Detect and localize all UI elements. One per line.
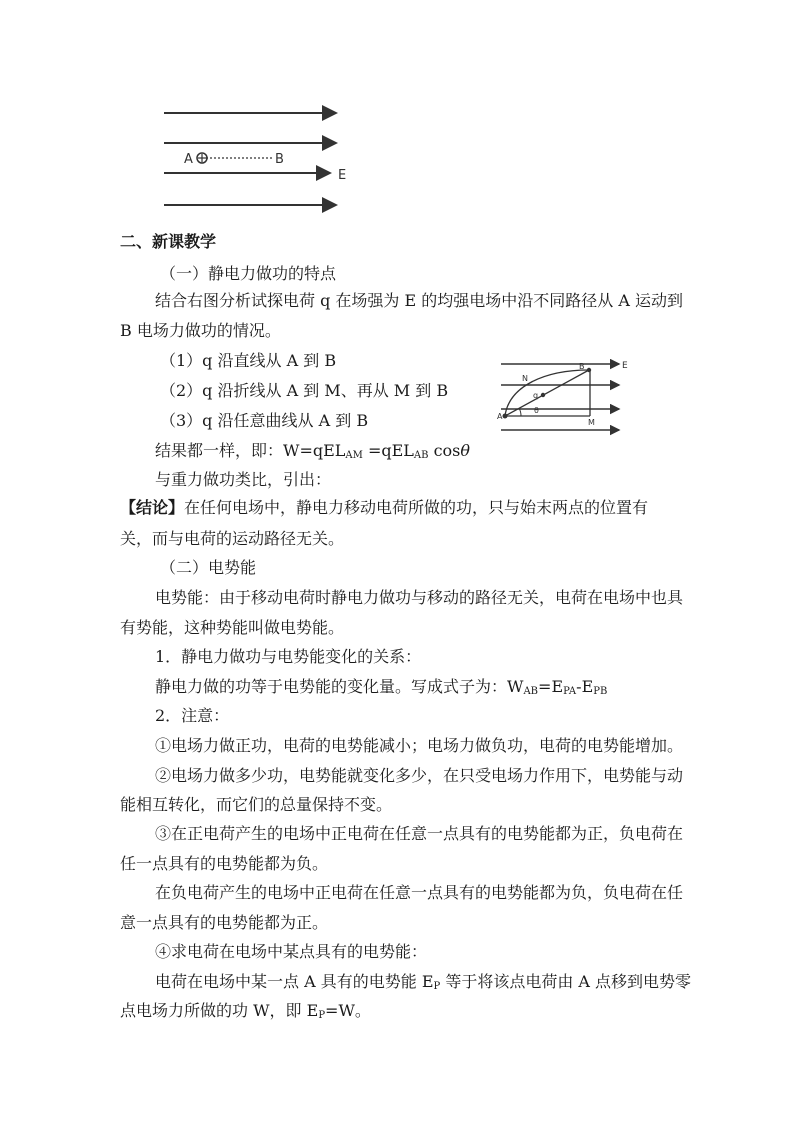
final-line-2	[120, 1000, 371, 1022]
subheading-work-features: （一）静电力做功的特点	[160, 264, 337, 283]
charge-q	[541, 393, 545, 397]
point-a	[503, 414, 508, 419]
label-a: A	[184, 152, 193, 167]
label-theta: θ	[534, 406, 539, 415]
intro-line-2: B 电场力做功的情况。	[120, 321, 281, 340]
note-4: ④求电荷在电场中某点具有的电势能：	[155, 942, 428, 961]
case-3: （3）q 沿任意曲线从 A 到 B	[160, 411, 369, 430]
result-equation	[155, 440, 470, 462]
path-work-figure	[495, 356, 640, 438]
label-m: M	[588, 418, 595, 427]
result-mid: =qEL	[362, 441, 414, 460]
result-prefix: 结果都一样，即：W=qEL	[155, 441, 346, 460]
note-3b-line-1: 在负电荷产生的电场中正电荷在任意一点具有的电势能都为负，负电荷在任	[155, 883, 684, 902]
note-1: ①电场力做正功，电荷的电势能减小；电场力做负功，电荷的电势能增加。	[155, 736, 684, 755]
sub-p2: P	[318, 1010, 326, 1021]
label-b: B	[275, 152, 284, 167]
note-3b-line-2: 意一点具有的电势能都为正。	[120, 913, 329, 932]
case-1: （1）q 沿直线从 A 到 B	[160, 351, 337, 370]
label-n: N	[522, 374, 528, 383]
note-3-line-1: ③在正电荷产生的电场中正电荷在任意一点具有的电势能都为正，负电荷在	[155, 824, 684, 843]
relation-equation	[155, 676, 607, 698]
label-e: E	[338, 168, 347, 183]
conclusion-tag: 【结论】	[120, 498, 185, 517]
final-1b: 等于将该点电荷由 A 点移到电势零	[440, 972, 692, 991]
relation-minus: -E	[576, 677, 594, 696]
sub-pb: PB	[593, 686, 608, 697]
conclusion-text: 在任何电场中，静电力移动电荷所做的功，只与始末两点的位置有	[184, 498, 649, 517]
note-2-line-1: ②电场力做多少功，电势能就变化多少，在只受电场力作用下，电势能与动	[155, 766, 684, 785]
relation-eq: =E	[538, 677, 564, 696]
pe-definition-1: 电势能：由于移动电荷时静电力做功与移动的路径无关，电荷在电场中也具	[155, 588, 684, 607]
sub-p1: P	[433, 981, 441, 992]
note-3-line-2: 任一点具有的电势能都为负。	[120, 854, 329, 873]
subheading-potential-energy: （二）电势能	[160, 558, 257, 577]
sub-ab: AB	[413, 450, 429, 461]
final-1a: 电荷在电场中某一点 A 具有的电势能 E	[155, 972, 434, 991]
relation-text: 静电力做的功等于电势能的变化量。写成式子为：W	[155, 677, 524, 696]
label-b2: B	[579, 362, 585, 371]
pe-definition-2: 有势能，这种势能叫做电势能。	[120, 618, 345, 637]
point-b	[587, 368, 591, 372]
sub-am: AM	[345, 450, 363, 461]
label-e2: E	[622, 361, 628, 371]
result-cos: cos	[428, 441, 461, 460]
sub-pa: PA	[563, 686, 577, 697]
case-2: （2）q 沿折线从 A 到 M、再从 M 到 B	[160, 381, 449, 400]
label-q: q	[533, 391, 539, 400]
relation-title: 1．静电力做功与电势能变化的关系：	[155, 647, 422, 666]
note-2-line-2: 能相互转化，而它们的总量保持不变。	[120, 795, 393, 814]
label-a2: A	[497, 412, 503, 421]
sub-ab2: AB	[523, 686, 539, 697]
uniform-field-figure	[158, 103, 358, 215]
result-theta: θ	[460, 441, 471, 460]
intro-line-1: 结合右图分析试探电荷 q 在场强为 E 的均强电场中沿不同路径从 A 运动到	[155, 291, 683, 310]
section-heading: 二、新课教学	[120, 232, 217, 251]
final-2a: 点电场力所做的功 W，即 E	[120, 1001, 319, 1020]
final-2b: =W。	[325, 1001, 371, 1020]
final-line-1	[155, 971, 691, 993]
conclusion-line-2: 关，而与电荷的运动路径无关。	[120, 529, 345, 548]
note-title: 2．注意：	[155, 706, 230, 725]
compare-line: 与重力做功类比，引出：	[155, 470, 332, 489]
conclusion-line-1	[120, 497, 648, 519]
